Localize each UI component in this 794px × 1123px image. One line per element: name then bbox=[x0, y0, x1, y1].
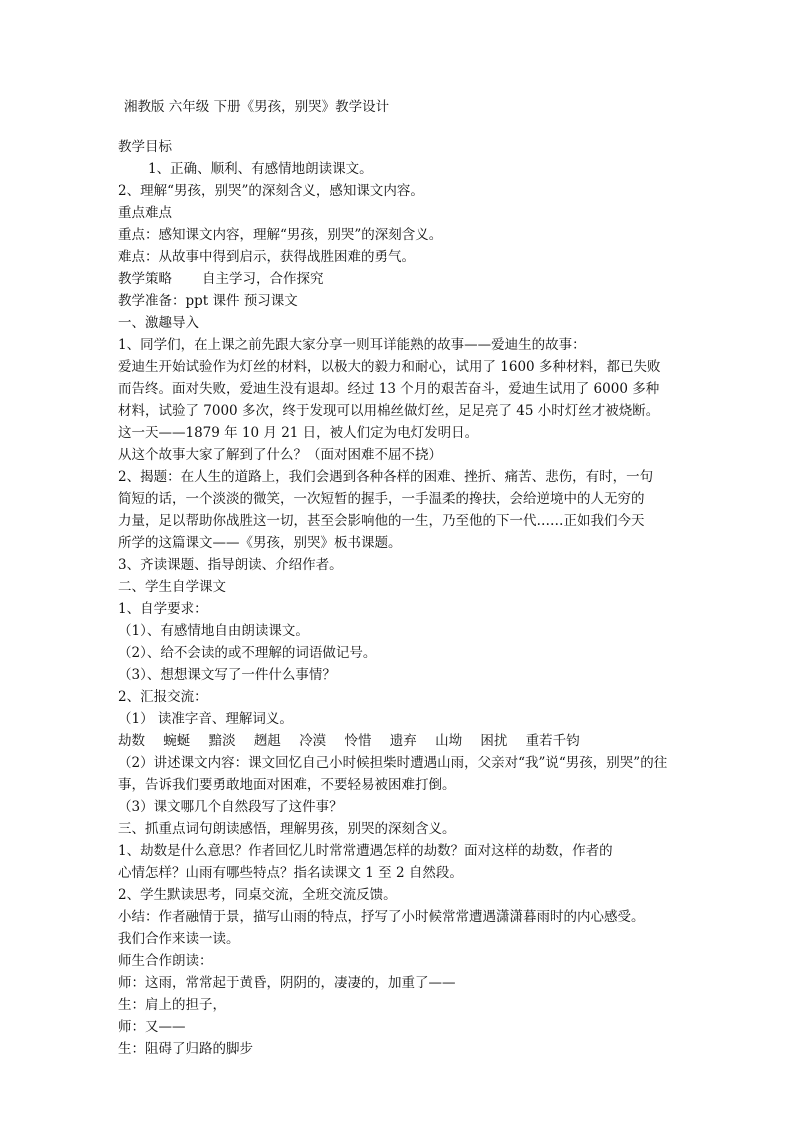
paragraph-line: 简短的话，一个淡淡的微笑，一次短暂的握手，一手温柔的搀扶，会给逆境中的人无穷的 bbox=[118, 491, 645, 507]
dialogue-line: 师：这雨，常常起于黄昏，阴阴的，凄凄的，加重了—— bbox=[118, 975, 456, 991]
paragraph-line: 2、揭题：在人生的道路上，我们会遇到各种各样的困难、挫折、痛苦、悲伤，有时，一句 bbox=[118, 469, 654, 485]
paragraph-line: 所学的这篇课文——《男孩，别哭》板书课题。 bbox=[118, 535, 402, 551]
paragraph-line: （1）、有感情地自由朗读课文。 bbox=[118, 623, 309, 639]
paragraph-line: 1、劫数是什么意思？作者回忆儿时常常遭遇怎样的劫数？面对这样的劫数，作者的 bbox=[118, 843, 613, 859]
vocab-word: 黯淡 bbox=[208, 733, 236, 749]
vocab-word: 重若千钧 bbox=[525, 733, 580, 749]
section-1-heading: 一、激趣导入 bbox=[118, 315, 199, 331]
section-3-heading: 三、抓重点词句朗读感悟，理解男孩，别哭的深刻含义。 bbox=[118, 821, 456, 837]
paragraph-line: 小结：作者融情于景，描写山雨的特点，抒写了小时候常常遭遇潇潇暮雨时的内心感受。 bbox=[118, 909, 645, 925]
objective-1: 1、正确、顺利、有感情地朗读课文。 bbox=[148, 161, 373, 177]
paragraph-line: 师生合作朗读： bbox=[118, 953, 213, 969]
paragraph-line: 1、自学要求： bbox=[118, 601, 208, 617]
vocab-word: 趔趄 bbox=[253, 733, 281, 749]
paragraph-line: （3）、想想课文写了一件什么事情？ bbox=[118, 667, 336, 683]
vocab-word: 遗弃 bbox=[389, 733, 417, 749]
objective-2: 2、理解“男孩，别哭”的深刻含义，感知课文内容。 bbox=[118, 183, 424, 199]
document-title: 湘教版 六年级 下册《男孩，别哭》教学设计 bbox=[124, 99, 390, 115]
paragraph-line: 材料，试验了 7000 多次，终于发现可以用棉丝做灯丝，足足亮了 45 小时灯丝才被烧断。 bbox=[118, 403, 660, 419]
vocab-word: 冷漠 bbox=[299, 733, 327, 749]
paragraph-line: （3）课文哪几个自然段写了这件事？ bbox=[118, 799, 343, 815]
paragraph-line: 事，告诉我们要勇敢地面对困难，不要轻易被困难打倒。 bbox=[118, 777, 456, 793]
paragraph-line: 心情怎样？山雨有哪些特点？指名读课文 1 至 2 自然段。 bbox=[118, 865, 463, 881]
strategy-value: 自主学习，合作探究 bbox=[202, 271, 324, 287]
preparation: 教学准备：ppt 课件 预习课文 bbox=[118, 293, 298, 309]
paragraph-line: （2）讲述课文内容：课文回忆自己小时候担柴时遭遇山雨，父亲对“我”说“男孩，别哭”的往 bbox=[118, 755, 668, 771]
paragraph-line: 从这个故事大家了解到了什么？（面对困难不屈不挠） bbox=[118, 447, 442, 463]
heading-objectives: 教学目标 bbox=[118, 139, 172, 155]
vocab-word: 劫数 bbox=[118, 733, 145, 749]
paragraph-line: 1、同学们，在上课之前先跟大家分享一则耳详能熟的故事——爱迪生的故事： bbox=[118, 337, 586, 353]
vocab-word: 山坳 bbox=[435, 733, 463, 749]
paragraph-line: 而告终。面对失败，爱迪生没有退却。经过 13 个月的艰苦奋斗，爱迪生试用了 6000 多种 bbox=[118, 381, 660, 397]
dialogue-line: 生：阻碍了归路的脚步 bbox=[118, 1041, 253, 1057]
strategy-label: 教学策略 bbox=[118, 271, 172, 287]
vocab-word: 怜惜 bbox=[344, 733, 372, 749]
key-point: 重点：感知课文内容，理解“男孩，别哭”的深刻含义。 bbox=[118, 227, 443, 243]
paragraph-line: 我们合作来读一读。 bbox=[118, 931, 240, 947]
paragraph-line: 2、学生默读思考，同桌交流，全班交流反馈。 bbox=[118, 887, 397, 903]
paragraph-line: 这一天——1879 年 10 月 21 日，被人们定为电灯发明日。 bbox=[118, 425, 479, 441]
paragraph-line: 3、齐读课题、指导朗读、介绍作者。 bbox=[118, 557, 343, 573]
paragraph-line: 爱迪生开始试验作为灯丝的材料，以极大的毅力和耐心，试用了 1600 多种材料，都已失败 bbox=[118, 359, 661, 375]
paragraph-line: （1） 读准字音、理解词义。 bbox=[118, 711, 293, 727]
vocabulary-list bbox=[118, 730, 690, 752]
dialogue-line: 师：又—— bbox=[118, 1019, 186, 1035]
vocab-word: 蜿蜒 bbox=[163, 733, 191, 749]
document-page bbox=[118, 96, 690, 1060]
paragraph-line: （2）、给不会读的或不理解的词语做记号。 bbox=[118, 645, 377, 661]
heading-key-points: 重点难点 bbox=[118, 205, 172, 221]
strategy-line bbox=[118, 268, 690, 290]
paragraph-line: 2、汇报交流： bbox=[118, 689, 208, 705]
vocab-word: 困扰 bbox=[480, 733, 508, 749]
difficulty: 难点：从故事中得到启示，获得战胜困难的勇气。 bbox=[118, 249, 415, 265]
section-2-heading: 二、学生自学课文 bbox=[118, 579, 226, 595]
paragraph-line: 力量，足以帮助你战胜这一切，甚至会影响他的一生，乃至他的下一代……正如我们今天 bbox=[118, 513, 645, 529]
dialogue-line: 生：肩上的担子， bbox=[118, 997, 226, 1013]
